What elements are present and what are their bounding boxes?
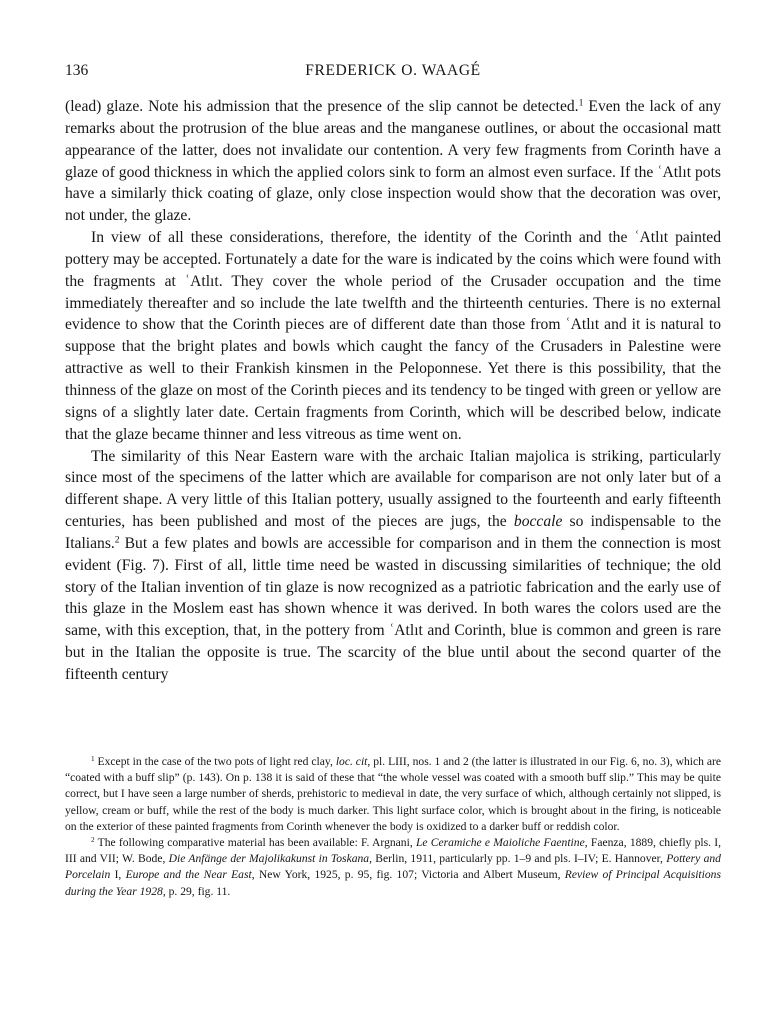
citation-title-hannover: Pottery and Porcelain [65, 852, 721, 882]
footnote-2-text-a: The following comparative material has been available: F. Argnani, [94, 836, 416, 850]
paragraph-3 [65, 446, 721, 686]
footnote-1 [65, 754, 721, 835]
footnote-1-marker: 1 [91, 755, 95, 764]
page-header [65, 62, 721, 80]
footnote-1-loc-cit: loc. cit [335, 755, 368, 768]
paragraph-1-text-a: (lead) glaze. Note his admission that the presence of the slip cannot be detected. [65, 98, 579, 115]
citation-title-argnani: Le Ceramiche e Maioliche Faentine [415, 836, 585, 850]
page-number: 136 [65, 62, 89, 79]
running-head-author: FREDERICK O. WAAGÉ [305, 62, 481, 79]
footnote-2-text-e: , New York, 1925, p. 95, fig. 107; Victoria and Albert Museum, [251, 868, 565, 882]
body-text [65, 96, 721, 686]
citation-title-va-museum: Review of Principal Acquisitions during the Year 1928 [65, 868, 721, 898]
footnote-2-marker: 2 [91, 836, 95, 845]
footnote-2-text-c: , Berlin, 1911, particularly pp. 1–9 and pls. I–IV; E. Hannover, [369, 852, 667, 866]
footnote-1-text-a: Except in the case of the two pots of light red clay, [94, 755, 336, 768]
footnote-2-text-b: , Faenza, 1889, chiefly pls. I, III and VII; W. Bode, [65, 836, 721, 866]
footnote-2-text-f: , p. 29, fig. 11. [162, 884, 231, 898]
footnote-ref-2: 2 [114, 534, 120, 546]
paragraph-3-text-b: so indispensable to the Italians. [65, 513, 721, 552]
footnote-1-text-b: , pl. LIII, nos. 1 and 2 (the latter is illustrated in our Fig. 6, no. 3), which are “coated with a buff slip” (p. 143). On p. 138 it is said of these that “the whole vessel was coated with a smooth buff slip.” This may be quite correct, but I have seen a large number of sherds, prehistoric to medieval in date, the very surface of which, although certainly not slipped, is yellow, cream or buff, while the rest of the body is much darker. This light surface color, which is brought about in the firing, is noticeable on the exterior of these painted fragments from Corinth whenever the body is oxidized to a darker buff or reddish color. [65, 755, 721, 833]
term-boccale: boccale [513, 513, 563, 531]
paragraph-3-text-c: But a few plates and bowls are accessible for comparison and in them the connection is most evident (Fig. 7). First of all, little time need be wasted in discussing similarities of technique; the old story of the Italian invention of tin glaze is now recognized as a patriotic fabrication and the early use of this glaze in the Moslem east has shown whence it was derived. In both wares the colors used are the same, with this exception, that, in the pottery from ʿAtlıt and Corinth, blue is common and green is rare but in the Italian the opposite is true. The scarcity of the blue until about the second quarter of the fifteenth century [65, 534, 721, 683]
footnote-2 [65, 835, 721, 900]
paragraph-2: In view of all these considerations, therefore, the identity of the Corinth and the ʿAtlıt painted pottery may be accepted. Fortunately a date for the ware is indicated by the coins which were found with the fragments at ʿAtlıt. They cover the whole period of the Crusader occupation and the time immediately thereafter and so include the late twelfth and the thirteenth centuries. There is no external evidence to show that the Corinth pieces are of different date than those from ʿAtlıt and it is natural to suppose that the bright plates and bowls which caught the fancy of the Crusaders in Palestine were attractive as well to their Frankish kinsmen in the Peloponnese. Yet there is this possibility, that the thinness of the glaze on most of the Corinth pieces and its tendency to be tinged with green or yellow are signs of a slightly later date. Certain fragments from Corinth, which will be described below, indicate that the glaze became thinner and less vitreous as time went on. [65, 229, 721, 443]
paragraph-1 [65, 96, 721, 227]
citation-subtitle-hannover: Europe and the Near East [125, 868, 252, 882]
footnote-ref-1: 1 [578, 97, 584, 109]
citation-title-bode: Die Anfänge der Majolikakunst in Toskana [168, 852, 370, 866]
paragraph-3-text-a: The similarity of this Near Eastern ware with the archaic Italian majolica is striking, particularly since most of the specimens of the latter which are available for comparison are not only later but of a different shape. A very little of this Italian pottery, usually assigned to the fourteenth and early fifteenth centuries, has been published and most of the pieces are jugs, the [65, 447, 721, 531]
footnotes [65, 754, 721, 900]
paragraph-1-text-b: Even the lack of any remarks about the protrusion of the blue areas and the manganese outlines, or about the occasional matt appearance of the latter, does not invalidate our contention. A very few fragments from Corinth have a glaze of good thickness in which the applied colors sink to form an almost even surface. If the ʿAtlıt pots have a similarly thick coating of glaze, only close inspection would show that the decoration was over, not under, the glaze. [65, 98, 721, 225]
footnote-2-text-d: I, [110, 868, 126, 882]
